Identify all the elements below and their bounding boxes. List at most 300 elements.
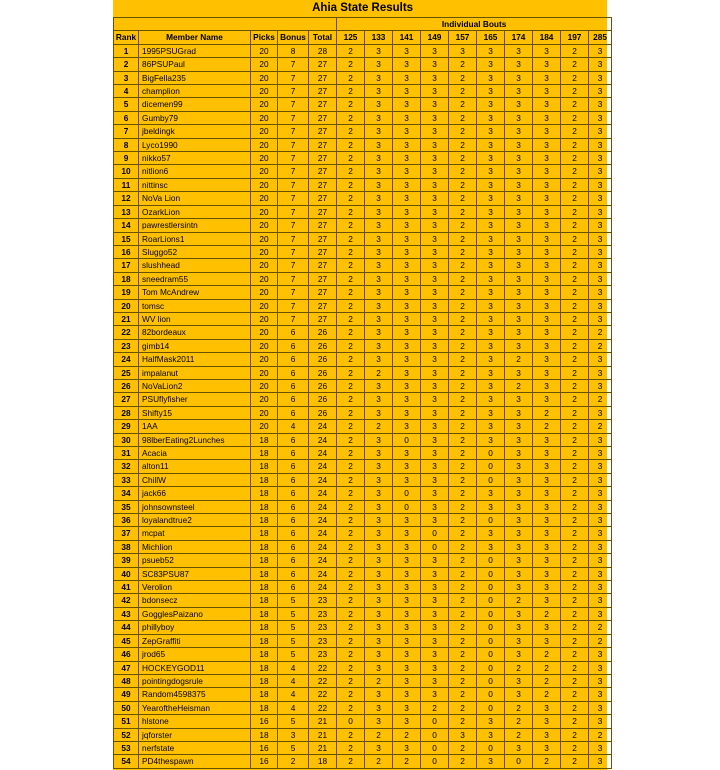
bout-165-cell: 3 bbox=[477, 152, 505, 165]
bout-157-cell: 2 bbox=[449, 98, 477, 111]
bout-133-cell: 3 bbox=[365, 111, 393, 124]
bout-174-cell: 3 bbox=[505, 554, 533, 567]
table-row bbox=[114, 433, 612, 446]
picks-cell: 20 bbox=[251, 326, 278, 339]
member-name-cell: mcpat bbox=[139, 527, 251, 540]
bout-149-cell: 3 bbox=[421, 581, 449, 594]
bout-157-cell: 2 bbox=[449, 138, 477, 151]
bout-165-cell: 3 bbox=[477, 58, 505, 71]
bout-125-cell: 2 bbox=[337, 755, 365, 768]
total-cell: 26 bbox=[309, 379, 337, 392]
bout-165-cell: 0 bbox=[477, 674, 505, 687]
member-name-cell: 82bordeaux bbox=[139, 326, 251, 339]
picks-cell: 18 bbox=[251, 554, 278, 567]
bout-149-cell: 3 bbox=[421, 648, 449, 661]
bout-157-cell: 2 bbox=[449, 259, 477, 272]
bout-125-cell: 2 bbox=[337, 514, 365, 527]
bonus-cell: 5 bbox=[278, 715, 309, 728]
bout-133-cell: 3 bbox=[365, 393, 393, 406]
rank-cell: 7 bbox=[114, 125, 139, 138]
bout-285-cell: 3 bbox=[589, 353, 612, 366]
bout-165-cell: 3 bbox=[477, 406, 505, 419]
bout-174-cell: 3 bbox=[505, 487, 533, 500]
picks-cell: 20 bbox=[251, 205, 278, 218]
bonus-cell: 7 bbox=[278, 85, 309, 98]
rank-cell: 46 bbox=[114, 648, 139, 661]
table-row bbox=[114, 661, 612, 674]
bout-149-cell: 3 bbox=[421, 621, 449, 634]
bout-184-cell: 3 bbox=[533, 567, 561, 580]
bout-149-cell: 3 bbox=[421, 447, 449, 460]
bout-285-cell: 3 bbox=[589, 366, 612, 379]
bonus-cell: 5 bbox=[278, 634, 309, 647]
bout-165-cell: 0 bbox=[477, 741, 505, 754]
bout-165-cell: 3 bbox=[477, 715, 505, 728]
bout-184-cell: 3 bbox=[533, 366, 561, 379]
rank-cell: 33 bbox=[114, 473, 139, 486]
rank-cell: 25 bbox=[114, 366, 139, 379]
table-row bbox=[114, 192, 612, 205]
member-name-cell: tomsc bbox=[139, 299, 251, 312]
picks-cell: 18 bbox=[251, 661, 278, 674]
rank-cell: 12 bbox=[114, 192, 139, 205]
member-name-cell: nerfstate bbox=[139, 741, 251, 754]
table-row bbox=[114, 701, 612, 714]
bout-285-cell: 3 bbox=[589, 98, 612, 111]
bonus-cell: 6 bbox=[278, 567, 309, 580]
bout-133-cell: 3 bbox=[365, 205, 393, 218]
bonus-cell: 5 bbox=[278, 621, 309, 634]
total-cell: 27 bbox=[309, 259, 337, 272]
table-row bbox=[114, 98, 612, 111]
rank-cell: 47 bbox=[114, 661, 139, 674]
table-row bbox=[114, 554, 612, 567]
rank-cell: 29 bbox=[114, 420, 139, 433]
rank-cell: 18 bbox=[114, 272, 139, 285]
bout-125-cell: 2 bbox=[337, 674, 365, 687]
table-row bbox=[114, 111, 612, 124]
bout-184-cell: 3 bbox=[533, 192, 561, 205]
bout-149-cell: 3 bbox=[421, 138, 449, 151]
bout-133-cell: 3 bbox=[365, 312, 393, 325]
table-row bbox=[114, 219, 612, 232]
column-header-row bbox=[114, 31, 612, 44]
picks-cell: 16 bbox=[251, 741, 278, 754]
bout-141-cell: 0 bbox=[393, 487, 421, 500]
bout-285-cell: 2 bbox=[589, 728, 612, 741]
bout-149-cell: 2 bbox=[421, 701, 449, 714]
bout-197-cell: 2 bbox=[561, 433, 589, 446]
bout-133-cell: 3 bbox=[365, 594, 393, 607]
member-name-cell: Tom McAndrew bbox=[139, 286, 251, 299]
bout-165-cell: 3 bbox=[477, 165, 505, 178]
bonus-cell: 5 bbox=[278, 741, 309, 754]
total-cell: 24 bbox=[309, 567, 337, 580]
bout-133-cell: 3 bbox=[365, 406, 393, 419]
table-row bbox=[114, 487, 612, 500]
bout-157-cell: 2 bbox=[449, 152, 477, 165]
bout-174-cell: 3 bbox=[505, 259, 533, 272]
member-name-cell: slushhead bbox=[139, 259, 251, 272]
bout-174-cell: 3 bbox=[505, 71, 533, 84]
bout-285-cell: 3 bbox=[589, 594, 612, 607]
bout-285-cell: 3 bbox=[589, 44, 612, 57]
rank-cell: 41 bbox=[114, 581, 139, 594]
bout-174-cell: 3 bbox=[505, 447, 533, 460]
bout-141-cell: 3 bbox=[393, 420, 421, 433]
bout-149-cell: 3 bbox=[421, 366, 449, 379]
bout-197-cell: 2 bbox=[561, 487, 589, 500]
bout-157-cell: 2 bbox=[449, 514, 477, 527]
bout-184-cell: 3 bbox=[533, 85, 561, 98]
total-cell: 21 bbox=[309, 741, 337, 754]
bonus-cell: 7 bbox=[278, 192, 309, 205]
bout-197-cell: 2 bbox=[561, 286, 589, 299]
picks-cell: 20 bbox=[251, 272, 278, 285]
bout-174-cell: 3 bbox=[505, 286, 533, 299]
bout-157-cell: 2 bbox=[449, 71, 477, 84]
member-name-cell: HOCKEYGOD11 bbox=[139, 661, 251, 674]
bout-141-cell: 3 bbox=[393, 232, 421, 245]
bout-165-cell: 0 bbox=[477, 607, 505, 620]
bout-197-cell: 2 bbox=[561, 701, 589, 714]
table-row bbox=[114, 366, 612, 379]
bout-174-cell: 3 bbox=[505, 111, 533, 124]
member-name-cell: BigFella235 bbox=[139, 71, 251, 84]
bout-285-cell: 3 bbox=[589, 500, 612, 513]
bout-174-cell: 3 bbox=[505, 339, 533, 352]
bout-141-cell: 3 bbox=[393, 447, 421, 460]
member-name-cell: jqforster bbox=[139, 728, 251, 741]
bout-149-cell: 3 bbox=[421, 514, 449, 527]
bout-197-cell: 2 bbox=[561, 299, 589, 312]
bout-174-cell: 3 bbox=[505, 433, 533, 446]
col-total-header: Total bbox=[309, 31, 337, 44]
picks-cell: 18 bbox=[251, 500, 278, 513]
bout-165-cell: 0 bbox=[477, 514, 505, 527]
bout-197-cell: 2 bbox=[561, 219, 589, 232]
bout-125-cell: 2 bbox=[337, 205, 365, 218]
rank-cell: 50 bbox=[114, 701, 139, 714]
member-name-cell: Lyco1990 bbox=[139, 138, 251, 151]
bout-184-cell: 3 bbox=[533, 272, 561, 285]
bout-174-cell: 3 bbox=[505, 527, 533, 540]
member-name-cell: OzarkLion bbox=[139, 205, 251, 218]
bout-197-cell: 2 bbox=[561, 353, 589, 366]
picks-cell: 20 bbox=[251, 299, 278, 312]
bout-157-cell: 2 bbox=[449, 312, 477, 325]
bout-125-cell: 2 bbox=[337, 232, 365, 245]
bout-125-cell: 2 bbox=[337, 178, 365, 191]
bout-149-cell: 3 bbox=[421, 219, 449, 232]
bout-141-cell: 3 bbox=[393, 514, 421, 527]
bout-184-cell: 2 bbox=[533, 688, 561, 701]
total-cell: 26 bbox=[309, 366, 337, 379]
total-cell: 27 bbox=[309, 152, 337, 165]
bout-133-cell: 2 bbox=[365, 755, 393, 768]
bout-141-cell: 0 bbox=[393, 500, 421, 513]
rank-cell: 24 bbox=[114, 353, 139, 366]
table-row bbox=[114, 272, 612, 285]
bout-197-cell: 2 bbox=[561, 715, 589, 728]
bout-165-cell: 3 bbox=[477, 178, 505, 191]
bonus-cell: 4 bbox=[278, 701, 309, 714]
bout-165-cell: 3 bbox=[477, 326, 505, 339]
member-name-cell: nikko57 bbox=[139, 152, 251, 165]
member-name-cell: 98lberEating2Lunches bbox=[139, 433, 251, 446]
bout-157-cell: 2 bbox=[449, 58, 477, 71]
bout-285-cell: 3 bbox=[589, 487, 612, 500]
bout-141-cell: 3 bbox=[393, 353, 421, 366]
picks-cell: 16 bbox=[251, 755, 278, 768]
bonus-cell: 8 bbox=[278, 44, 309, 57]
picks-cell: 20 bbox=[251, 245, 278, 258]
bout-165-cell: 3 bbox=[477, 259, 505, 272]
bout-133-cell: 3 bbox=[365, 178, 393, 191]
rank-cell: 17 bbox=[114, 259, 139, 272]
total-cell: 22 bbox=[309, 701, 337, 714]
table-row bbox=[114, 326, 612, 339]
picks-cell: 18 bbox=[251, 514, 278, 527]
table-row bbox=[114, 540, 612, 553]
bout-141-cell: 3 bbox=[393, 688, 421, 701]
bout-157-cell: 2 bbox=[449, 326, 477, 339]
bout-133-cell: 3 bbox=[365, 648, 393, 661]
bout-197-cell: 2 bbox=[561, 674, 589, 687]
table-row bbox=[114, 500, 612, 513]
bout-174-cell: 3 bbox=[505, 85, 533, 98]
bout-157-cell: 2 bbox=[449, 460, 477, 473]
bout-285-cell: 3 bbox=[589, 741, 612, 754]
bout-149-cell: 3 bbox=[421, 232, 449, 245]
bout-133-cell: 3 bbox=[365, 232, 393, 245]
rank-cell: 21 bbox=[114, 312, 139, 325]
bout-165-cell: 3 bbox=[477, 286, 505, 299]
rank-cell: 36 bbox=[114, 514, 139, 527]
bout-141-cell: 3 bbox=[393, 339, 421, 352]
total-cell: 24 bbox=[309, 460, 337, 473]
rank-cell: 51 bbox=[114, 715, 139, 728]
bout-157-cell: 2 bbox=[449, 581, 477, 594]
bout-141-cell: 3 bbox=[393, 152, 421, 165]
bout-125-cell: 2 bbox=[337, 299, 365, 312]
bout-174-cell: 3 bbox=[505, 299, 533, 312]
member-name-cell: Verolion bbox=[139, 581, 251, 594]
bout-165-cell: 3 bbox=[477, 755, 505, 768]
bout-197-cell: 2 bbox=[561, 192, 589, 205]
bout-157-cell: 2 bbox=[449, 192, 477, 205]
rank-cell: 37 bbox=[114, 527, 139, 540]
bout-174-cell: 0 bbox=[505, 755, 533, 768]
total-cell: 23 bbox=[309, 607, 337, 620]
bout-184-cell: 2 bbox=[533, 406, 561, 419]
bout-157-cell: 2 bbox=[449, 420, 477, 433]
bout-165-cell: 3 bbox=[477, 728, 505, 741]
bout-285-cell: 3 bbox=[589, 58, 612, 71]
bout-174-cell: 3 bbox=[505, 152, 533, 165]
bout-165-cell: 3 bbox=[477, 205, 505, 218]
bout-165-cell: 0 bbox=[477, 594, 505, 607]
bout-141-cell: 3 bbox=[393, 178, 421, 191]
total-cell: 27 bbox=[309, 125, 337, 138]
bout-157-cell: 2 bbox=[449, 205, 477, 218]
bout-184-cell: 3 bbox=[533, 621, 561, 634]
rank-cell: 43 bbox=[114, 607, 139, 620]
bout-133-cell: 3 bbox=[365, 634, 393, 647]
member-name-cell: champlion bbox=[139, 85, 251, 98]
table-row bbox=[114, 460, 612, 473]
bout-125-cell: 2 bbox=[337, 688, 365, 701]
col-bout-133-header: 133 bbox=[365, 31, 393, 44]
bout-149-cell: 3 bbox=[421, 44, 449, 57]
member-name-cell: YearoftheHeisman bbox=[139, 701, 251, 714]
bout-165-cell: 3 bbox=[477, 379, 505, 392]
total-cell: 22 bbox=[309, 661, 337, 674]
bout-184-cell: 3 bbox=[533, 178, 561, 191]
bout-141-cell: 3 bbox=[393, 312, 421, 325]
bonus-cell: 6 bbox=[278, 581, 309, 594]
bout-149-cell: 3 bbox=[421, 205, 449, 218]
bout-133-cell: 3 bbox=[365, 581, 393, 594]
bout-133-cell: 3 bbox=[365, 152, 393, 165]
bout-125-cell: 2 bbox=[337, 393, 365, 406]
bout-285-cell: 3 bbox=[589, 701, 612, 714]
bout-141-cell: 3 bbox=[393, 581, 421, 594]
table-row bbox=[114, 674, 612, 687]
bout-197-cell: 2 bbox=[561, 621, 589, 634]
bout-285-cell: 3 bbox=[589, 259, 612, 272]
bout-285-cell: 3 bbox=[589, 674, 612, 687]
bout-174-cell: 3 bbox=[505, 674, 533, 687]
total-cell: 23 bbox=[309, 594, 337, 607]
bout-125-cell: 2 bbox=[337, 420, 365, 433]
bout-157-cell: 2 bbox=[449, 85, 477, 98]
bout-285-cell: 3 bbox=[589, 232, 612, 245]
bout-197-cell: 2 bbox=[561, 339, 589, 352]
bonus-cell: 6 bbox=[278, 326, 309, 339]
bout-174-cell: 3 bbox=[505, 192, 533, 205]
member-name-cell: hlstone bbox=[139, 715, 251, 728]
bout-165-cell: 3 bbox=[477, 312, 505, 325]
bout-184-cell: 3 bbox=[533, 487, 561, 500]
bout-285-cell: 3 bbox=[589, 514, 612, 527]
member-name-cell: alton11 bbox=[139, 460, 251, 473]
col-picks-header: Picks bbox=[251, 31, 278, 44]
rank-cell: 48 bbox=[114, 674, 139, 687]
bout-165-cell: 0 bbox=[477, 581, 505, 594]
total-cell: 24 bbox=[309, 473, 337, 486]
bout-125-cell: 2 bbox=[337, 219, 365, 232]
bout-141-cell: 3 bbox=[393, 473, 421, 486]
bout-165-cell: 3 bbox=[477, 420, 505, 433]
table-row bbox=[114, 245, 612, 258]
bout-285-cell: 3 bbox=[589, 205, 612, 218]
table-row bbox=[114, 634, 612, 647]
member-name-cell: HalfMask2011 bbox=[139, 353, 251, 366]
bout-184-cell: 3 bbox=[533, 165, 561, 178]
bout-133-cell: 3 bbox=[365, 353, 393, 366]
bout-149-cell: 3 bbox=[421, 286, 449, 299]
member-name-cell: psueb52 bbox=[139, 554, 251, 567]
rank-cell: 1 bbox=[114, 44, 139, 57]
bout-125-cell: 2 bbox=[337, 71, 365, 84]
bout-149-cell: 3 bbox=[421, 607, 449, 620]
total-cell: 21 bbox=[309, 715, 337, 728]
bout-165-cell: 0 bbox=[477, 473, 505, 486]
member-name-cell: sneedram55 bbox=[139, 272, 251, 285]
bout-141-cell: 3 bbox=[393, 661, 421, 674]
bout-165-cell: 3 bbox=[477, 353, 505, 366]
bout-125-cell: 0 bbox=[337, 715, 365, 728]
picks-cell: 20 bbox=[251, 71, 278, 84]
bout-149-cell: 3 bbox=[421, 473, 449, 486]
member-name-cell: Random4598375 bbox=[139, 688, 251, 701]
total-cell: 26 bbox=[309, 353, 337, 366]
col-bout-285-header: 285 bbox=[589, 31, 612, 44]
bout-125-cell: 2 bbox=[337, 259, 365, 272]
bout-133-cell: 3 bbox=[365, 460, 393, 473]
bout-141-cell: 3 bbox=[393, 138, 421, 151]
table-row bbox=[114, 58, 612, 71]
bout-149-cell: 3 bbox=[421, 594, 449, 607]
bout-141-cell: 3 bbox=[393, 299, 421, 312]
bout-133-cell: 3 bbox=[365, 44, 393, 57]
bout-184-cell: 3 bbox=[533, 58, 561, 71]
bout-197-cell: 2 bbox=[561, 326, 589, 339]
total-cell: 24 bbox=[309, 540, 337, 553]
bout-165-cell: 3 bbox=[477, 219, 505, 232]
rank-cell: 54 bbox=[114, 755, 139, 768]
table-row bbox=[114, 527, 612, 540]
picks-cell: 18 bbox=[251, 540, 278, 553]
rank-cell: 44 bbox=[114, 621, 139, 634]
bout-285-cell: 3 bbox=[589, 272, 612, 285]
bout-197-cell: 2 bbox=[561, 245, 589, 258]
bout-165-cell: 3 bbox=[477, 366, 505, 379]
bout-157-cell: 2 bbox=[449, 473, 477, 486]
bout-197-cell: 2 bbox=[561, 406, 589, 419]
bout-174-cell: 3 bbox=[505, 58, 533, 71]
rank-cell: 8 bbox=[114, 138, 139, 151]
bout-133-cell: 2 bbox=[365, 674, 393, 687]
bout-157-cell: 2 bbox=[449, 379, 477, 392]
bout-157-cell: 2 bbox=[449, 433, 477, 446]
picks-cell: 20 bbox=[251, 85, 278, 98]
bout-149-cell: 0 bbox=[421, 755, 449, 768]
bonus-cell: 7 bbox=[278, 152, 309, 165]
bout-174-cell: 3 bbox=[505, 98, 533, 111]
bout-133-cell: 3 bbox=[365, 715, 393, 728]
bout-141-cell: 3 bbox=[393, 554, 421, 567]
picks-cell: 18 bbox=[251, 581, 278, 594]
bout-285-cell: 3 bbox=[589, 661, 612, 674]
picks-cell: 16 bbox=[251, 715, 278, 728]
bout-184-cell: 3 bbox=[533, 98, 561, 111]
bonus-cell: 6 bbox=[278, 433, 309, 446]
bout-133-cell: 3 bbox=[365, 138, 393, 151]
bonus-cell: 4 bbox=[278, 420, 309, 433]
bout-285-cell: 3 bbox=[589, 245, 612, 258]
member-name-cell: NoVa Lion bbox=[139, 192, 251, 205]
rank-cell: 34 bbox=[114, 487, 139, 500]
bout-174-cell: 3 bbox=[505, 393, 533, 406]
bout-197-cell: 2 bbox=[561, 648, 589, 661]
bout-133-cell: 3 bbox=[365, 219, 393, 232]
member-name-cell: jack66 bbox=[139, 487, 251, 500]
bout-133-cell: 3 bbox=[365, 299, 393, 312]
bout-285-cell: 3 bbox=[589, 554, 612, 567]
bout-157-cell: 2 bbox=[449, 286, 477, 299]
